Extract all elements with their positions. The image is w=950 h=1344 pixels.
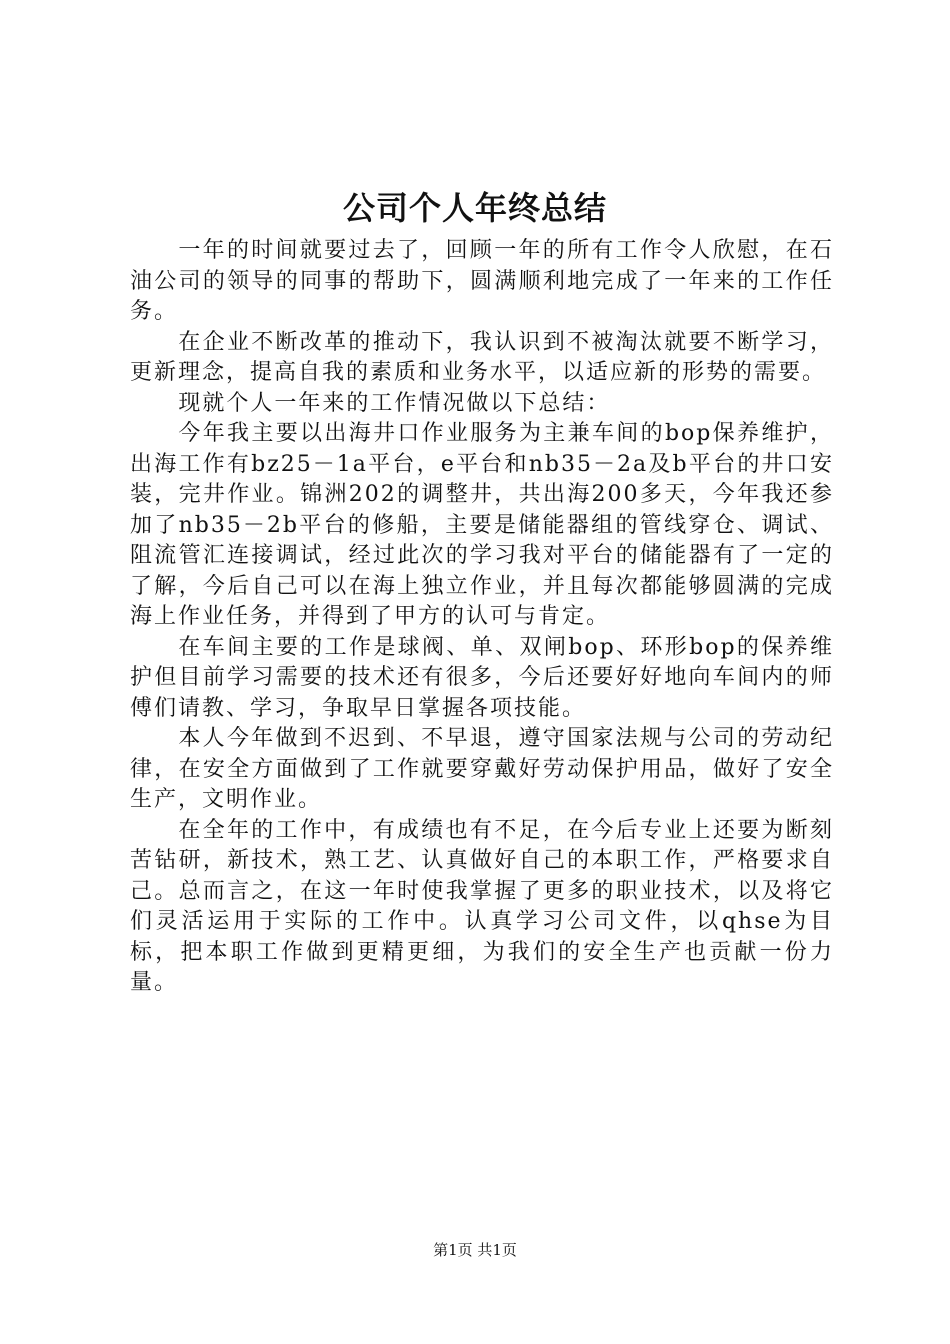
paragraph: 在全年的工作中，有成绩也有不足，在今后专业上还要为断刻苦钻研，新技术，熟工艺、认真做好自己的本职工作，严格要求自己。总而言之，在这一年时使我掌握了更多的职业技术，以及将它们灵活运用于实际的工作中。认真学习公司文件，以qhse为目标，把本职工作做到更精更细，为我们的安全生产也贡献一份力量。 [130, 817, 834, 995]
paragraph: 一年的时间就要过去了，回顾一年的所有工作令人欣慰，在石油公司的领导的同事的帮助下，圆满顺利地完成了一年来的工作任务。 [130, 238, 834, 324]
document-title: 公司个人年终总结 [342, 189, 607, 227]
paragraph: 今年我主要以出海井口作业服务为主兼车间的bop保养维护，出海工作有bz25－1a平台，e平台和nb35－2a及b平台的井口安装，完井作业。锦洲202的调整井，共出海200多天，今年我还参加了nb35－2b平台的修船，主要是储能器组的管线穿仓、调试、阻流管汇连接调试，经过此次的学习我对平台的储能器有了一定的了解，今后自己可以在海上独立作业，并且每次都能够圆满的完成海上作业任务，并得到了甲方的认可与肯定。 [130, 421, 834, 629]
paragraph: 在企业不断改革的推动下，我认识到不被淘汰就要不断学习，更新理念，提高自我的素质和业务水平，以适应新的形势的需要。 [130, 329, 834, 385]
document-body [130, 236, 834, 999]
paragraph: 本人今年做到不迟到、不早退，遵守国家法规与公司的劳动纪律，在安全方面做到了工作就要穿戴好劳动保护用品，做好了安全生产，文明作业。 [130, 726, 834, 812]
paragraph: 在车间主要的工作是球阀、单、双闸bop、环形bop的保养维护但目前学习需要的技术还有很多，今后还要好好地向车间内的师傅们请教、学习，争取早日掌握各项技能。 [130, 634, 834, 721]
page-footer: 第1页 共1页 [433, 1241, 517, 1259]
paragraph: 现就个人一年来的工作情况做以下总结： [178, 390, 611, 416]
